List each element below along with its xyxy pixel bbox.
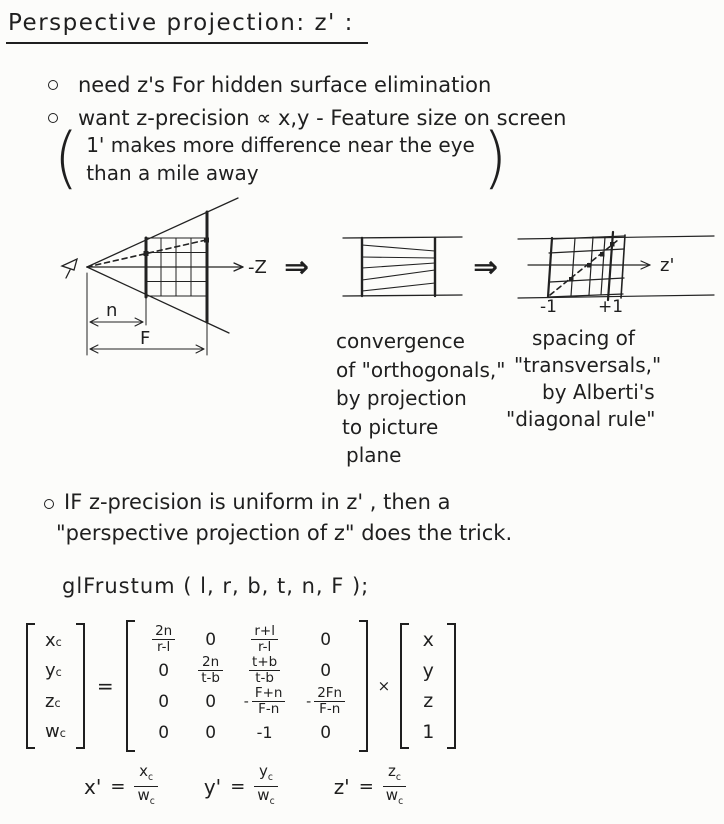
den-base: w: [385, 786, 399, 804]
paren-note-lines: [86, 129, 475, 187]
fraction-denominator: [254, 787, 277, 810]
frustum-top-edge: [87, 198, 238, 267]
fraction-denominator: F-n: [258, 701, 280, 717]
bullet-item-1: [48, 72, 491, 98]
vector-entry: [45, 691, 66, 712]
matrix-equation: [26, 620, 456, 752]
result-lhs: z': [333, 774, 350, 799]
num-sub: c: [148, 772, 154, 783]
orthogonal-lines: [362, 245, 435, 291]
matrix-cell: [152, 624, 175, 655]
den-base: w: [257, 786, 270, 804]
num-base: y: [258, 762, 268, 780]
vector-entry-sub: c: [55, 635, 62, 649]
matrix-cell: [249, 655, 280, 686]
matrix-cell: [205, 630, 216, 650]
matrix-cell: [198, 655, 223, 686]
neg-z-axis-label: -Z: [248, 257, 267, 278]
equals-sign: =: [96, 674, 114, 698]
vector-entry-base: w: [45, 721, 60, 743]
open-paren: (: [54, 118, 79, 197]
num-sub: c: [267, 772, 273, 783]
vector-entry: [45, 721, 66, 742]
matrix-value: 0: [205, 691, 217, 712]
result-equation: [334, 763, 407, 810]
fraction: [254, 763, 277, 810]
den-sub: c: [149, 796, 155, 807]
paren-note: [54, 118, 508, 197]
vector-entry-base: z: [45, 690, 55, 712]
result-equation: [84, 763, 158, 810]
matrix-cell: [320, 661, 331, 681]
result-equation: [204, 763, 278, 810]
vector-entry: [45, 660, 66, 681]
fraction: [251, 624, 278, 655]
fraction: [252, 686, 286, 717]
fraction-denominator: [383, 787, 406, 810]
near-distance-label: n: [106, 300, 118, 321]
matrix-cell: [251, 624, 278, 655]
diagonal-point-4: [610, 242, 615, 247]
den-sub: c: [398, 796, 404, 807]
matrix-cell: [306, 686, 345, 717]
vector-entry-base: x: [45, 629, 56, 651]
fraction-numerator: 2Fn: [314, 686, 345, 702]
equals-sign: =: [110, 776, 126, 797]
projection-matrix-wrap: [126, 620, 368, 752]
matrix-cell: [244, 686, 286, 717]
eye-icon: [62, 259, 77, 278]
vector-entry: 1: [422, 720, 435, 743]
fraction-numerator: [134, 763, 157, 787]
caption-line: by projection: [336, 386, 467, 410]
matrix-value: 0: [158, 722, 170, 743]
bracket-left-icon: [126, 620, 135, 752]
fraction: [134, 763, 157, 810]
vector-entry-base: y: [45, 660, 56, 682]
caption-line: "diagonal rule": [506, 407, 656, 431]
matrix-value: 0: [320, 629, 332, 650]
result-lhs: y': [203, 774, 222, 799]
matrix-value: 0: [205, 722, 217, 743]
fraction-numerator: [383, 763, 406, 787]
rhs-vector-entries: [409, 623, 447, 749]
matrix-cell: [158, 692, 169, 712]
matrix-value: 0: [158, 660, 170, 681]
fraction-denominator: t-b: [255, 670, 274, 686]
bullet-text-2: want z-precision ∝ x,y - Feature size on screen: [78, 106, 567, 130]
minus-sign: -: [243, 693, 249, 710]
ray-point-near: [144, 251, 149, 256]
matrix-cell: [158, 661, 169, 681]
bullet-text-1: need z's For hidden surface elimination: [78, 73, 492, 97]
caption-line: to picture: [342, 414, 439, 439]
ray-point-far: [204, 238, 209, 243]
fraction: [152, 624, 175, 655]
bracket-right-icon: [359, 620, 368, 752]
uniform-note: [56, 487, 513, 549]
vector-entry: y: [422, 659, 434, 682]
vector-entry: x: [422, 629, 434, 652]
matrix-cell: [320, 630, 331, 650]
caption-line: convergence: [336, 329, 465, 353]
fraction-denominator: F-n: [319, 701, 341, 717]
vector-entry-sub: c: [55, 666, 62, 680]
matrix-cell: [205, 692, 216, 712]
num-base: x: [139, 762, 149, 780]
transversals-diagram: [518, 232, 714, 317]
lhs-vector-entries: [35, 623, 76, 749]
result-equations: [84, 763, 406, 810]
fraction-denominator: [134, 787, 157, 810]
matrix-value: 0: [205, 629, 217, 650]
caption-line: plane: [346, 443, 402, 467]
fraction-denominator: r-l: [156, 639, 171, 655]
caption-right: [506, 325, 661, 433]
implies-arrow-1: ⇒: [284, 250, 310, 285]
result-lhs: x': [84, 774, 102, 799]
bracket-left-icon: [400, 623, 409, 749]
num-sub: c: [395, 772, 401, 783]
bracket-left-icon: [26, 623, 35, 749]
close-paren: ): [482, 118, 508, 197]
z-prime-axis-label: z': [660, 255, 675, 276]
page-title: Perspective projection: z' :: [6, 10, 368, 44]
bullet-icon: [44, 499, 54, 509]
diagonal-point-1: [569, 277, 574, 282]
den-sub: c: [269, 796, 275, 807]
num-base: z: [387, 762, 396, 780]
implies-arrow-2: ⇒: [473, 250, 499, 285]
alberti-diagonal-dashed: [550, 240, 618, 295]
fraction-denominator: r-l: [257, 639, 272, 655]
projection-matrix: [135, 620, 359, 752]
fraction-numerator: 2n: [198, 655, 223, 671]
fraction: [383, 763, 406, 810]
tick-pos-one-label: +1: [598, 297, 624, 317]
fraction-numerator: F+n: [252, 686, 286, 702]
diagonal-point-2: [587, 263, 592, 268]
diagonal-point-3: [600, 252, 605, 257]
glfrustum-call: glFrustum ( l, r, b, t, n, F );: [62, 574, 370, 598]
fraction-numerator: r+l: [251, 624, 278, 640]
uniform-note-line-1: IF z-precision is uniform in z' , then a: [64, 490, 451, 514]
matrix-cell: [320, 723, 331, 743]
equals-sign: =: [230, 776, 246, 797]
bracket-right-icon: [447, 623, 456, 749]
vector-entry: z: [423, 690, 434, 713]
bullet-item-3: [44, 487, 512, 549]
lhs-vector: [26, 623, 85, 749]
tick-neg-one-label: -1: [540, 297, 557, 317]
minus-sign: -: [306, 693, 312, 710]
uniform-note-line-2: "perspective projection of z" does the trick.: [56, 521, 513, 545]
far-distance-label: F: [140, 328, 151, 349]
rhs-vector: [400, 623, 456, 749]
bracket-right-icon: [76, 623, 85, 749]
fraction-numerator: t+b: [249, 655, 280, 671]
caption-line: "transversals,": [514, 353, 662, 377]
matrix-cell: [257, 723, 273, 742]
orthogonals-diagram: [343, 237, 462, 296]
caption-line: spacing of: [532, 326, 635, 350]
frustum-diagram: [62, 198, 267, 355]
fraction: [314, 686, 345, 717]
vector-entry-sub: c: [59, 727, 66, 741]
caption-line: of "orthogonals,": [336, 357, 506, 382]
fraction: [198, 655, 223, 686]
bullet-icon: [48, 80, 58, 90]
vector-entry: [45, 630, 66, 651]
fraction: [249, 655, 280, 686]
vector-entry-sub: c: [54, 696, 61, 710]
matrix-value: 0: [320, 660, 332, 681]
matrix-value: 0: [158, 691, 170, 712]
matrix-cell: [205, 723, 216, 743]
fraction-numerator: [254, 763, 277, 787]
den-base: w: [137, 786, 150, 804]
matrix-value: 0: [320, 722, 332, 743]
fraction-denominator: t-b: [201, 670, 220, 686]
caption-line: by Alberti's: [542, 380, 655, 404]
fraction-numerator: 2n: [152, 624, 175, 640]
equals-sign: =: [358, 776, 374, 797]
paren-note-line-1: 1' makes more difference near the eye: [86, 133, 475, 157]
times-sign: ×: [377, 677, 391, 695]
caption-left: [336, 327, 505, 470]
matrix-cell: [158, 723, 169, 743]
matrix-value: -1: [256, 723, 273, 742]
paren-note-line-2: than a mile away: [86, 161, 259, 185]
